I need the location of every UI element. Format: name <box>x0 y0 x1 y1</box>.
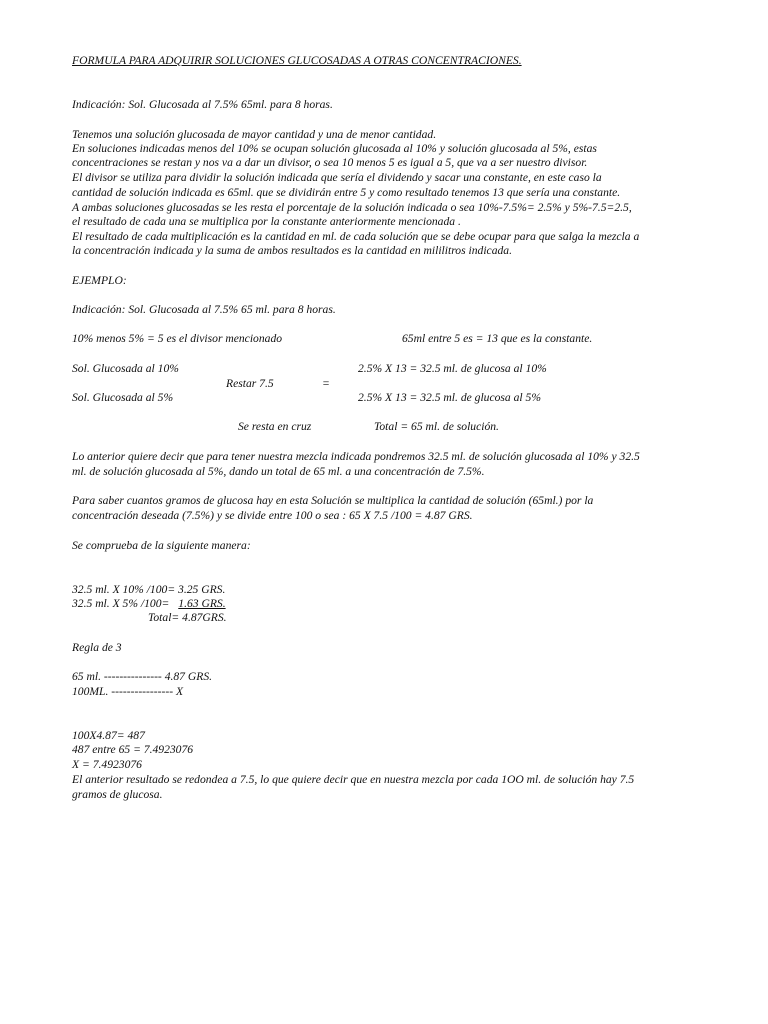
intro-line: concentraciones se restan y nos va a dar un divisor, o sea 10 menos 5 es igual a 5, que va a ser nuestro divisor. <box>72 156 588 169</box>
sol5-calculation: 2.5% X 13 = 32.5 ml. de glucosa al 5% <box>358 391 541 404</box>
rule-heading: Regla de 3 <box>72 641 122 654</box>
total-solution: Total = 65 ml. de solución. <box>374 420 499 433</box>
intro-line: El resultado de cada multiplicación es la cantidad en ml. de cada solución que se debe ocupar para que salga la mezcla a <box>72 230 640 243</box>
result-line: 100X4.87= 487 <box>72 729 145 742</box>
check-total: Total= 4.87GRS. <box>148 611 227 624</box>
indication-line: Indicación: Sol. Glucosada al 7.5% 65ml. para 8 horas. <box>72 98 333 111</box>
equals-sign: = <box>322 377 330 390</box>
intro-line: En soluciones indicadas menos del 10% se ocupan solución glucosada al 10% y solución glucosada al 5%, estas <box>72 142 597 155</box>
sol10-calculation: 2.5% X 13 = 32.5 ml. de glucosa al 10% <box>358 362 547 375</box>
example-indication-line: Indicación: Sol. Glucosada al 7.5% 65 ml. para 8 horas. <box>72 303 336 316</box>
result-line: El anterior resultado se redondea a 7.5, lo que quiere decir que en nuestra mezcla por cada 1OO ml. de solución hay 7.5 <box>72 773 635 786</box>
result-line: gramos de glucosa. <box>72 788 163 801</box>
check-heading: Se comprueba de la siguiente manera: <box>72 539 251 552</box>
sol10-label: Sol. Glucosada al 10% <box>72 362 179 375</box>
page-title: FORMULA PARA ADQUIRIR SOLUCIONES GLUCOSADAS A OTRAS CONCENTRACIONES. <box>72 54 522 67</box>
sol5-label: Sol. Glucosada al 5% <box>72 391 174 404</box>
intro-line: cantidad de solución indicada es 65ml. que se dividirán entre 5 y como resultado tenemos 13 que sería una constante. <box>72 186 621 199</box>
intro-line: la concentración indicada y la suma de ambos resultados es la cantidad en mililitros indicada. <box>72 244 512 257</box>
intro-line: Tenemos una solución glucosada de mayor cantidad y una de menor cantidad. <box>72 128 437 141</box>
intro-line: A ambas soluciones glucosadas se les resta el porcentaje de la solución indicada o sea 10%-7.5%= 2.5% y 5%-7.5=2.5, <box>72 201 632 214</box>
check-row-value: 1.63 GRS. <box>178 597 226 610</box>
intro-line: el resultado de cada una se multiplica por la constante anteriormente mencionada . <box>72 215 461 228</box>
constant-text: 65ml entre 5 es = 13 que es la constante. <box>402 332 593 345</box>
example-heading: EJEMPLO: <box>72 274 127 287</box>
check-row <box>72 597 226 612</box>
intro-line: El divisor se utiliza para dividir la solución indicada que sería el dividendo y sacar una constante, en este caso la <box>72 171 602 184</box>
check-row: 32.5 ml. X 10% /100= 3.25 GRS. <box>72 583 226 596</box>
rule-row: 65 ml. --------------- 4.87 GRS. <box>72 670 213 683</box>
grams-line: concentración deseada (7.5%) y se divide entre 100 o sea : 65 X 7.5 /100 = 4.87 GRS. <box>72 509 473 522</box>
check-row-label: 32.5 ml. X 5% /100= <box>72 597 170 610</box>
meaning-line: Lo anterior quiere decir que para tener nuestra mezcla indicada pondremos 32.5 ml. de solución glucosada al 10% y 32.5 <box>72 450 640 463</box>
cross-subtraction-label: Se resta en cruz <box>238 420 312 433</box>
result-line: 487 entre 65 = 7.4923076 <box>72 743 194 756</box>
rule-row: 100ML. ---------------- X <box>72 685 184 698</box>
divisor-text: 10% menos 5% = 5 es el divisor mencionado <box>72 332 283 345</box>
restar-label: Restar 7.5 <box>226 377 274 390</box>
meaning-line: ml. de solución glucosada al 5%, dando un total de 65 ml. a una concentración de 7.5%. <box>72 465 485 478</box>
grams-line: Para saber cuantos gramos de glucosa hay en esta Solución se multiplica la cantidad de solución (65ml.) por la <box>72 494 594 507</box>
result-line: X = 7.4923076 <box>72 758 142 771</box>
